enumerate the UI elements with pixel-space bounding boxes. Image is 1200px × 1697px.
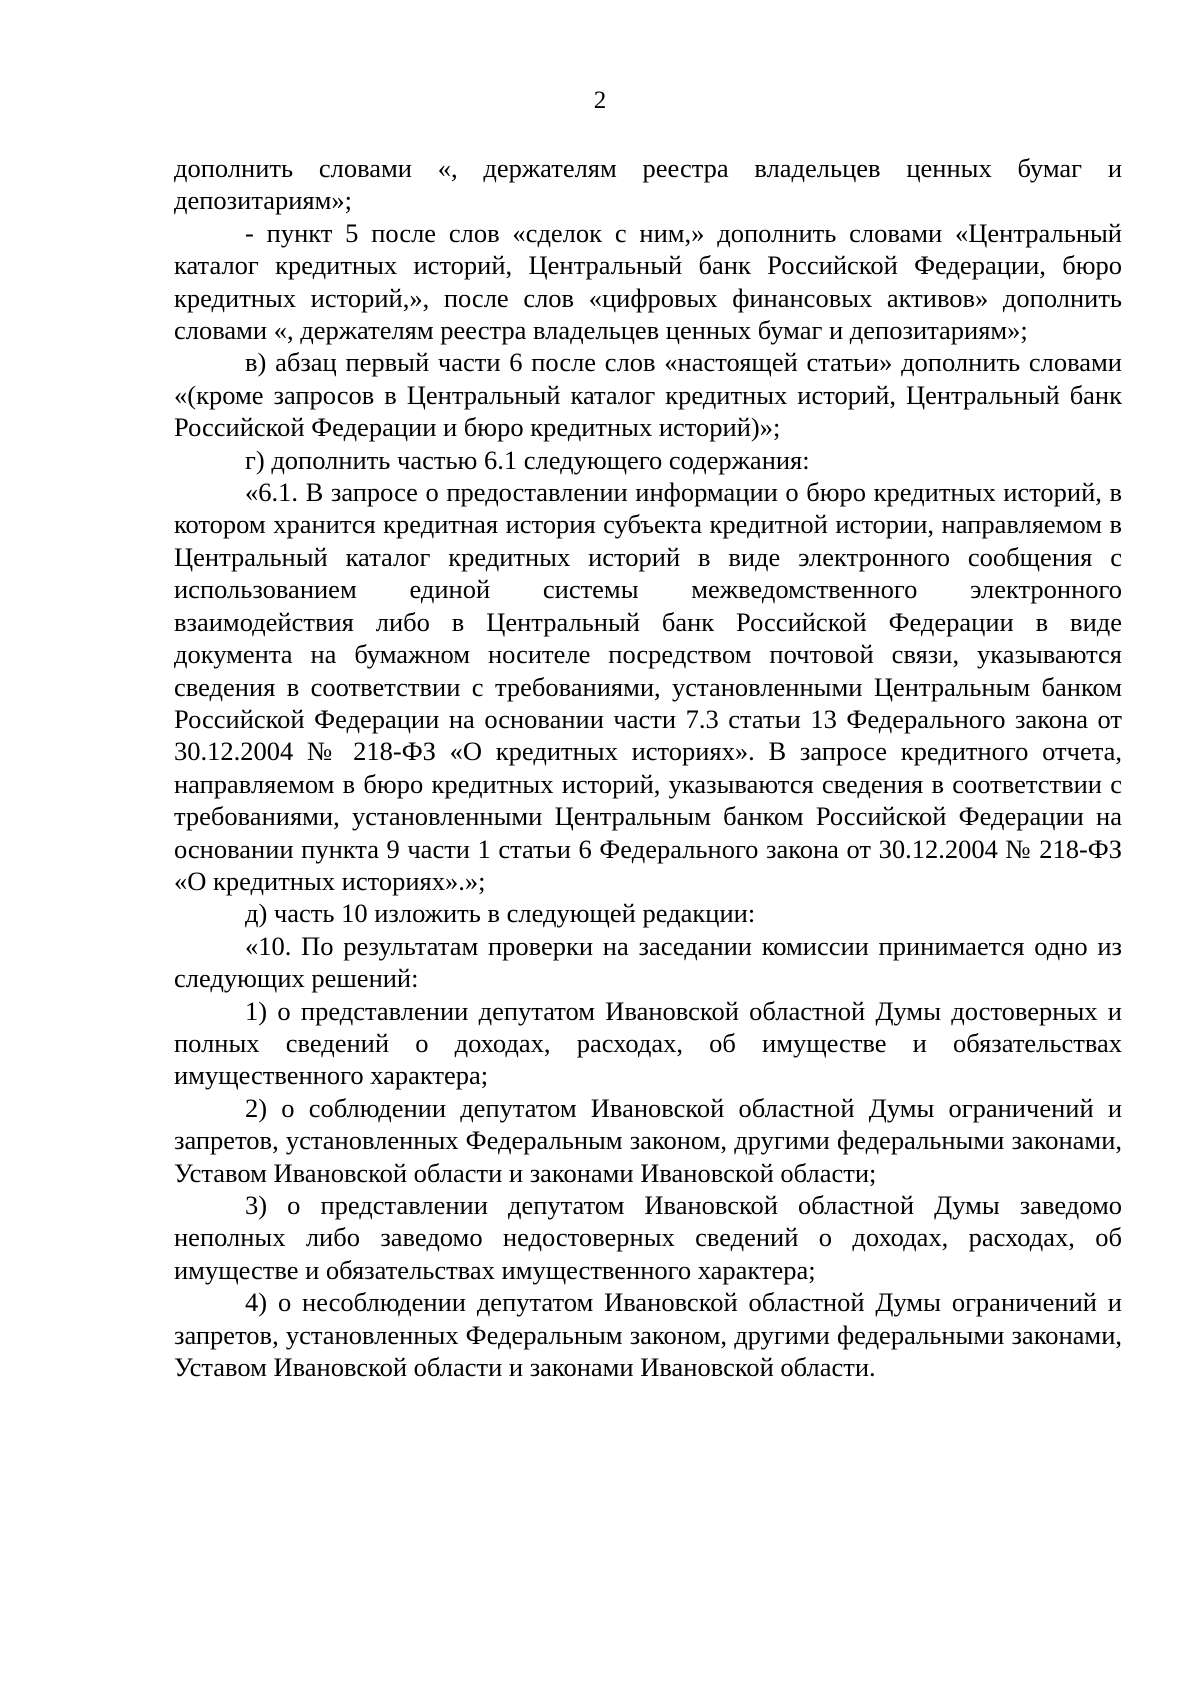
document-body [174, 152, 1122, 1383]
paragraph: «10. По результатам проверки на заседании комиссии принимается одно из следующих решений: [174, 930, 1122, 994]
list-item: 1) о представлении депутатом Ивановской областной Думы достоверных и полных сведений о доходах, расходах, об имуществе и обязательствах имущественного характера; [174, 995, 1122, 1091]
list-item: 4) о несоблюдении депутатом Ивановской областной Думы ограничений и запретов, установленных Федеральным законом, другими федеральными законами, Уставом Ивановской области и законами Ивановской области. [174, 1287, 1122, 1383]
paragraph: в) абзац первый части 6 после слов «настоящей статьи» дополнить словами «(кроме запросов в Центральный каталог кредитных историй, Центральный банк Российской Федерации и бюро кредитных историй)»; [174, 347, 1122, 443]
page-number: 2 [593, 87, 607, 114]
paragraph: д) часть 10 изложить в следующей редакции: [245, 898, 756, 929]
list-item: 3) о представлении депутатом Ивановской областной Думы заведомо неполных либо заведомо недостоверных сведений о доходах, расходах, об имуществе и обязательствах имущественного характера; [174, 1190, 1122, 1285]
paragraph: «6.1. В запросе о предоставлении информации о бюро кредитных историй, в котором хранится кредитная история субъекта кредитной истории, направляемом в Центральный каталог кредитных историй в виде электронного сообщения с использованием единой системы межведомственного электронного взаимодействия либо в Центральный банк Российской Федерации в виде документа на бумажном носителе посредством почтовой связи, указываются сведения в соответствии с требованиями, установленными Центральным банком Российской Федерации на основании части 7.3 статьи 13 Федерального закона от 30.12.2004 № 218-ФЗ «О кредитных историях». В запросе кредитного отчета, направляемом в бюро кредитных историй, указываются сведения в соответствии с требованиями, установленными Центральным банком Российской Федерации на основании пункта 9 части 1 статьи 6 Федерального закона от 30.12.2004 № 218-ФЗ «О кредитных историях».»; [174, 477, 1122, 896]
paragraph: г) дополнить частью 6.1 следующего содержания: [245, 444, 810, 475]
list-item: 2) о соблюдении депутатом Ивановской областной Думы ограничений и запретов, установленных Федеральным законом, другими федеральными законами, Уставом Ивановской области и законами Ивановской области; [174, 1092, 1122, 1188]
paragraph: - пункт 5 после слов «сделок с ним,» дополнить словами «Центральный каталог кредитных историй, Центральный банк Российской Федерации, бюро кредитных историй,», после слов «цифровых финансовых активов» дополнить словами «, держателям реестра владельцев ценных бумаг и депозитариям»; [174, 217, 1122, 346]
paragraph: дополнить словами «, держателям реестра владельцев ценных бумаг и депозитариям»; [174, 153, 1122, 216]
